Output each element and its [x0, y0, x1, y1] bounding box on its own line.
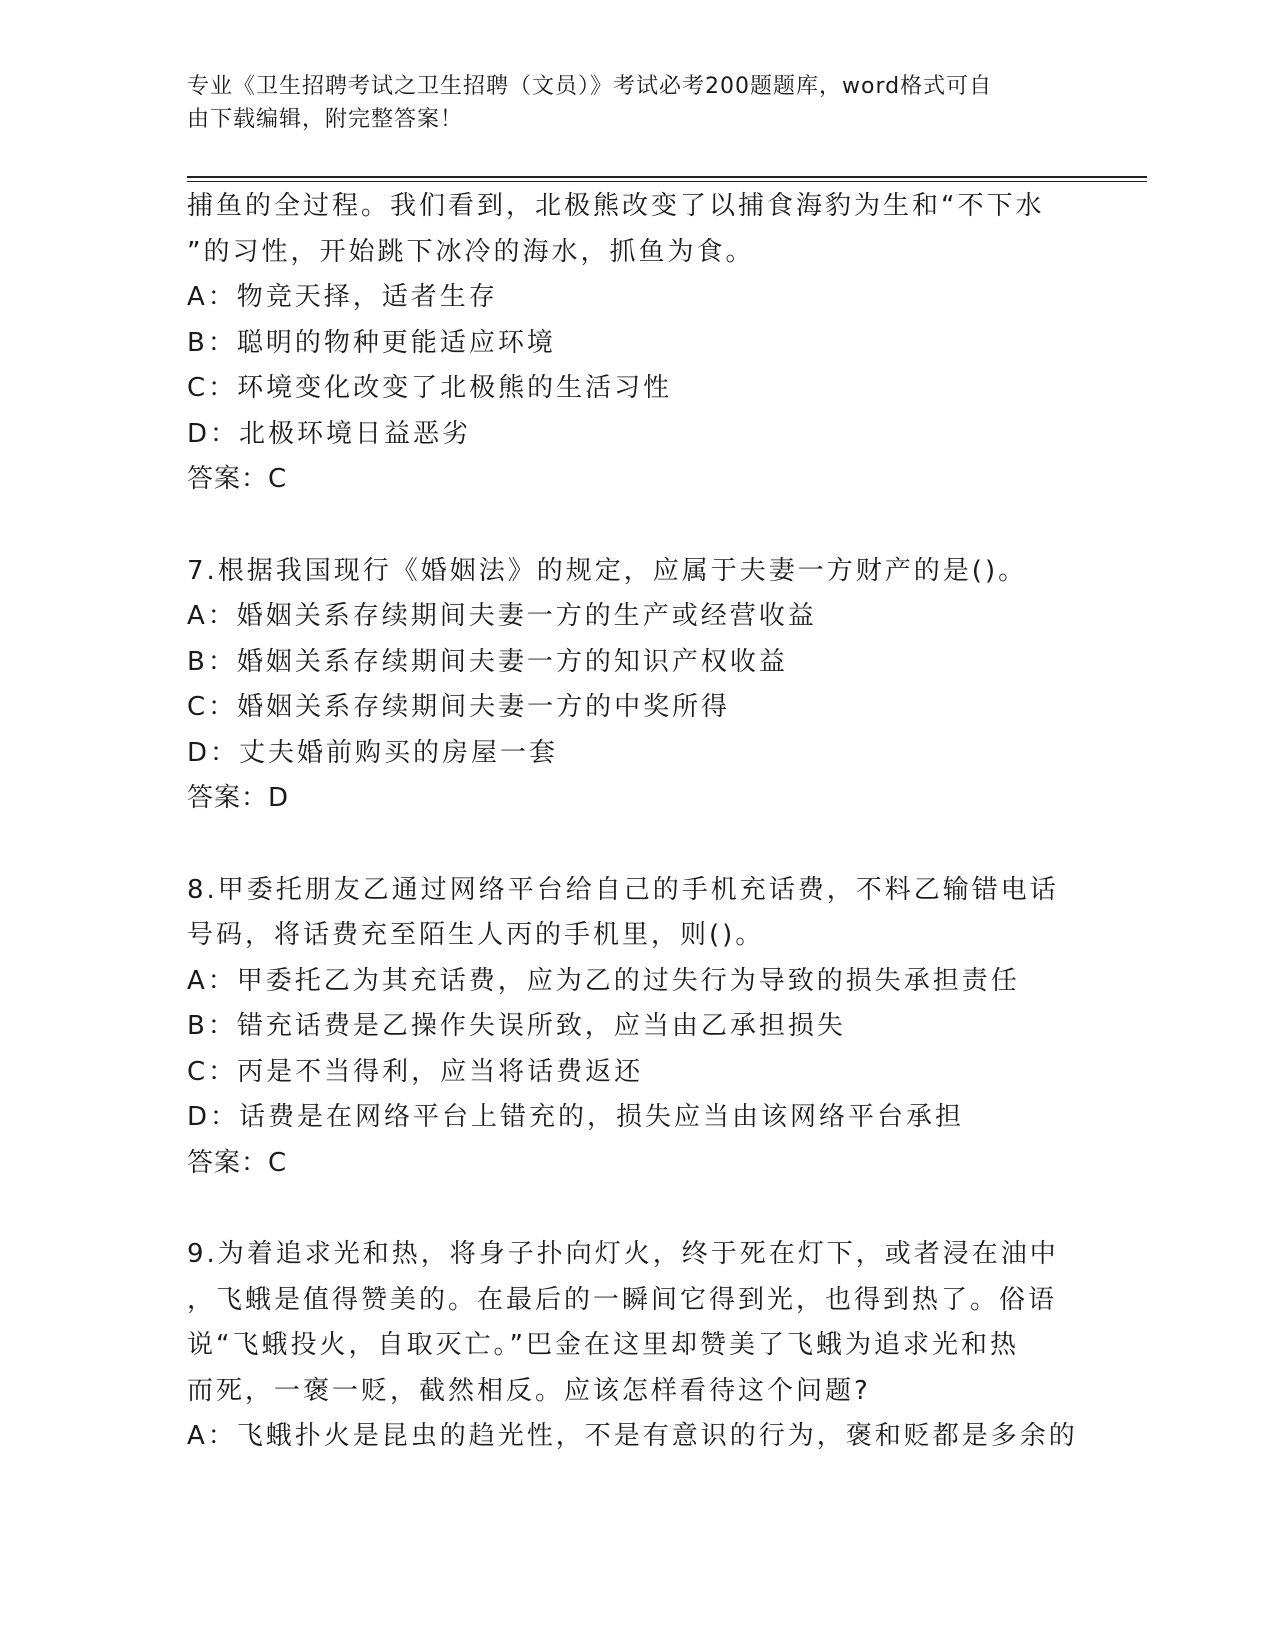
question-7 [187, 549, 1077, 822]
question-text-line: 8.甲委托朋友乙通过网络平台给自己的手机充话费，不料乙输错电话 [187, 874, 1059, 905]
option-a: A：物竞天择，适者生存 [187, 282, 498, 312]
question-spacer [187, 822, 1077, 868]
question-text-line: 号码，将话费充至陌生人丙的手机里，则()。 [187, 920, 765, 950]
question-text-line: 7.根据我国现行《婚姻法》的规定，应属于夫妻一方财产的是()。 [187, 555, 1028, 586]
option-b: B：婚姻关系存续期间夫妻一方的知识产权收益 [187, 646, 788, 677]
header-divider [187, 176, 1147, 182]
double-rule [187, 176, 1147, 182]
question-spacer [187, 503, 1077, 549]
option-d: D：话费是在网络平台上错充的，损失应当由该网络平台承担 [187, 1102, 965, 1132]
option-d: D：北极环境日益恶劣 [187, 418, 472, 449]
option-a: A：婚姻关系存续期间夫妻一方的生产或经营收益 [187, 601, 817, 631]
answer: 答案：D [187, 783, 290, 813]
page-header [187, 70, 1087, 136]
question-8 [187, 868, 1077, 1187]
answer: 答案：C [187, 464, 288, 494]
question-9 [187, 1232, 1077, 1460]
question-text-line: ，飞蛾是值得赞美的。在最后的一瞬间它得到光，也得到热了。俗语 [187, 1284, 1058, 1315]
question-text-line: 捕鱼的全过程。我们看到，北极熊改变了以捕食海豹为生和“不下水 [187, 191, 1045, 221]
question-content [187, 184, 1077, 1460]
title-line-1: 专业《卫生招聘考试之卫生招聘（文员）》考试必考200题题库，word格式可自 [187, 74, 993, 99]
option-c: C：婚姻关系存续期间夫妻一方的中奖所得 [187, 692, 731, 722]
option-a: A：甲委托乙为其充话费，应为乙的过失行为导致的损失承担责任 [187, 965, 1020, 996]
question-text-line: 而死，一褒一贬，截然相反。应该怎样看待这个问题? [187, 1375, 871, 1406]
question-text-line: 9.为着追求光和热，将身子扑向灯火，终于死在灯下，或者浸在油中 [187, 1239, 1059, 1269]
option-b: B：错充话费是乙操作失误所致，应当由乙承担损失 [187, 1011, 846, 1041]
option-b: B：聪明的物种更能适应环境 [187, 327, 556, 358]
question-6-tail [187, 184, 1077, 503]
question-spacer [187, 1186, 1077, 1232]
option-d: D：丈夫婚前购买的房屋一套 [187, 737, 559, 768]
document-title [187, 70, 1047, 136]
option-a: A：飞蛾扑火是昆虫的趋光性，不是有意识的行为，褒和贬都是多余的 [187, 1421, 1078, 1451]
answer: 答案：C [187, 1147, 288, 1178]
question-text-line: ”的习性，开始跳下冰冷的海水，抓鱼为食。 [187, 236, 755, 267]
title-line-2: 由下载编辑，附完整答案！ [187, 107, 464, 132]
option-c: C：丙是不当得利，应当将话费返还 [187, 1056, 644, 1087]
question-text-line: 说“飞蛾投火，自取灭亡。”巴金在这里却赞美了飞蛾为追求光和热 [187, 1330, 1019, 1360]
option-c: C：环境变化改变了北极熊的生活习性 [187, 373, 673, 403]
